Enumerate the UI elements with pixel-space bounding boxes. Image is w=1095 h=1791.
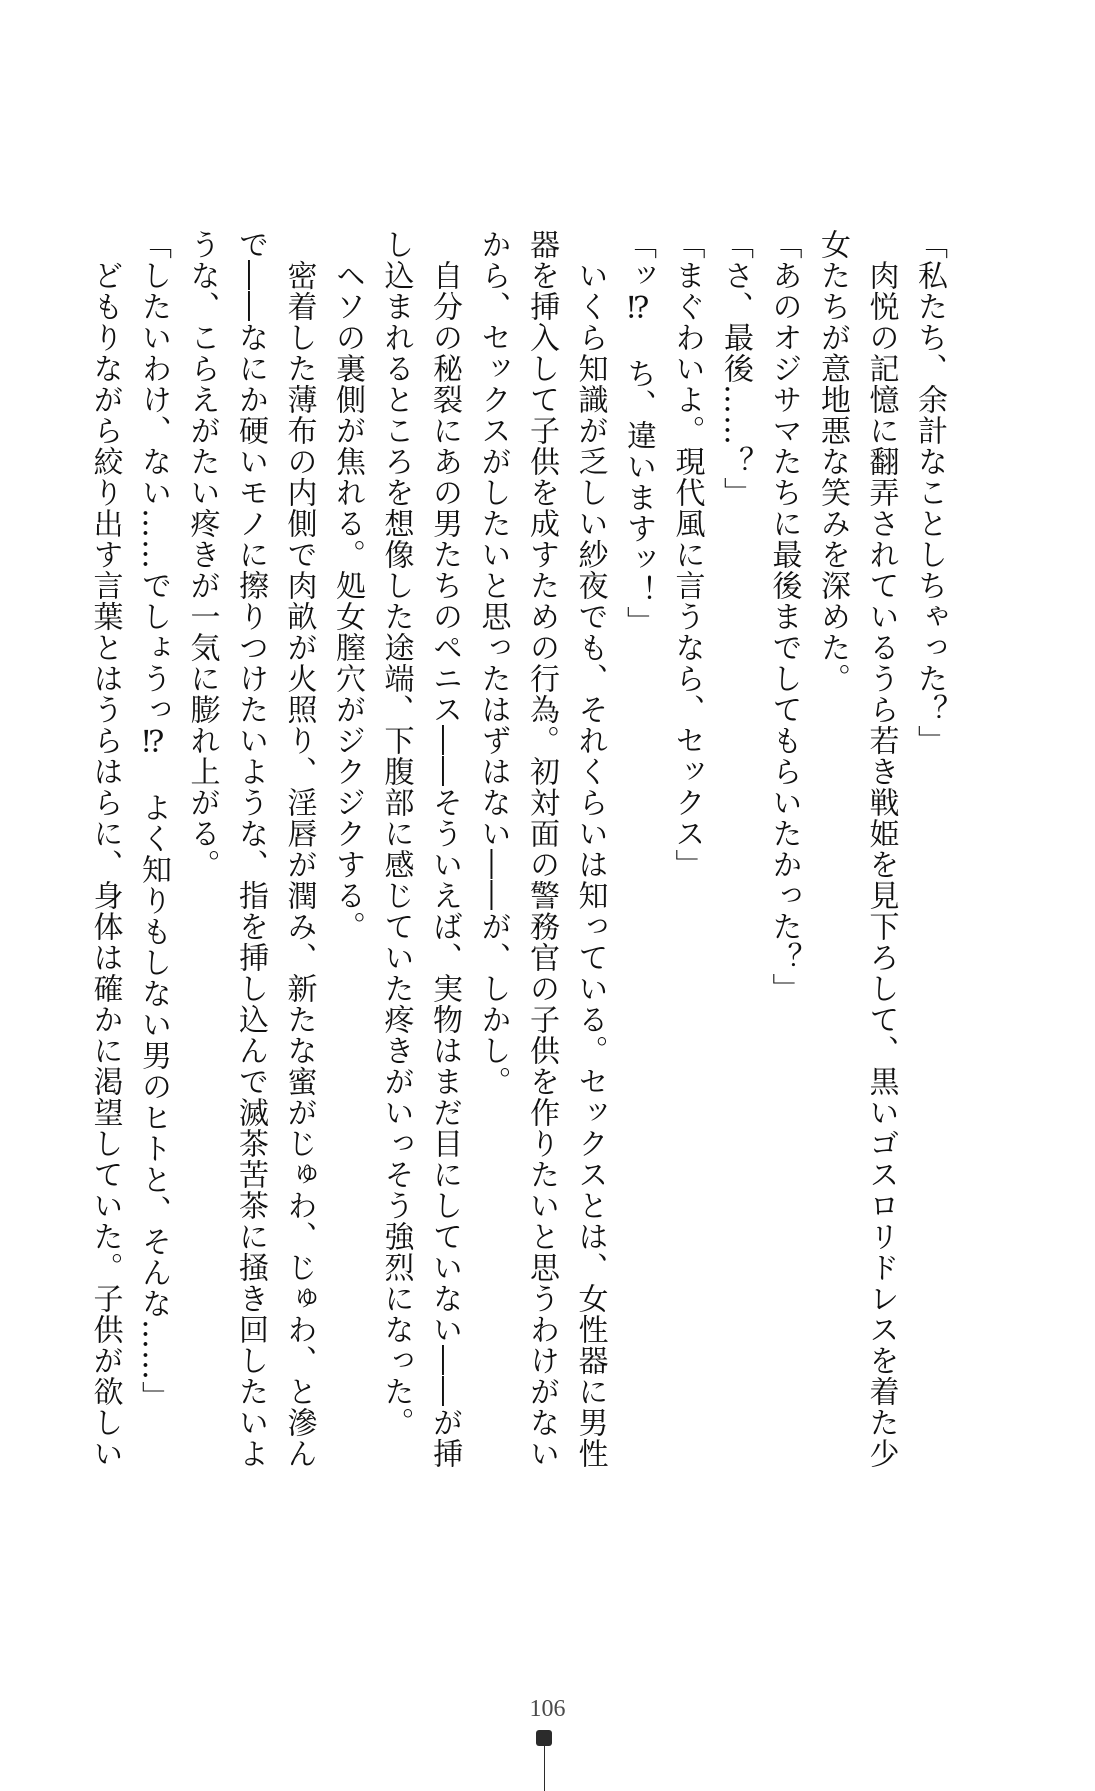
text-line: どもりながら絞り出す言葉とはうらはらに、身体は確かに渇望していた。子供が欲しい — [87, 229, 123, 1469]
text-line: いくら知識が乏しい紗夜でも、それくらいは知っている。セックスとは、女性器に男性 — [572, 229, 608, 1469]
page-marker-line — [544, 1746, 545, 1791]
page-number: 106 — [529, 1696, 566, 1722]
text-line: 女たちが意地悪な笑みを深めた。 — [815, 229, 850, 694]
page-marker-icon — [536, 1730, 552, 1746]
text-line: ヘソの裏側が焦れる。処女膣穴がジクジクする。 — [330, 229, 365, 942]
text-line: から、セックスがしたいと思ったはずはない――が、しかし。 — [475, 229, 511, 1097]
text-line: 「したいわけ、ない……でしょうっ⁉ よく知りもしない男のヒトと、そんな……」 — [136, 229, 171, 1412]
text-line: うな、こらえがたい疼きが一気に膨れ上がる。 — [184, 229, 220, 880]
text-line: で――なにか硬いモノに擦りつけたいような、指を挿し込んで滅茶苦茶に掻き回したいよ — [233, 229, 268, 1469]
text-line: 「さ、最後……？」 — [718, 229, 753, 508]
body-text — [80, 229, 953, 1469]
text-line: 肉悦の記憶に翻弄されているうら若き戦姫を見下ろして、黒いゴスロリドレスを着た少 — [863, 229, 899, 1469]
text-line: 「あのオジサマたちに最後までしてもらいたかった？」 — [766, 229, 802, 1004]
text-line: 「まぐわいよ。現代風に言うなら、セックス」 — [669, 229, 705, 880]
text-line: 自分の秘裂にあの男たちのペニス――そういえば、実物はまだ目にしていない――が挿 — [427, 229, 462, 1469]
text-line: 密着した薄布の内側で肉畝が火照り、淫唇が潤み、新たな蜜がじゅわ、じゅわ、と滲ん — [281, 229, 317, 1469]
text-line: 器を挿入して子供を成すための行為。初対面の警務官の子供を作りたいと思うわけがない — [524, 229, 559, 1469]
text-line: し込まれるところを想像した途端、下腹部に感じていた疼きがいっそう強烈になった。 — [378, 229, 414, 1438]
text-line: 「ッ⁉ ち、違いますッ！」 — [621, 229, 656, 637]
text-line: 「私たち、余計なことしちゃった？」 — [912, 229, 947, 756]
